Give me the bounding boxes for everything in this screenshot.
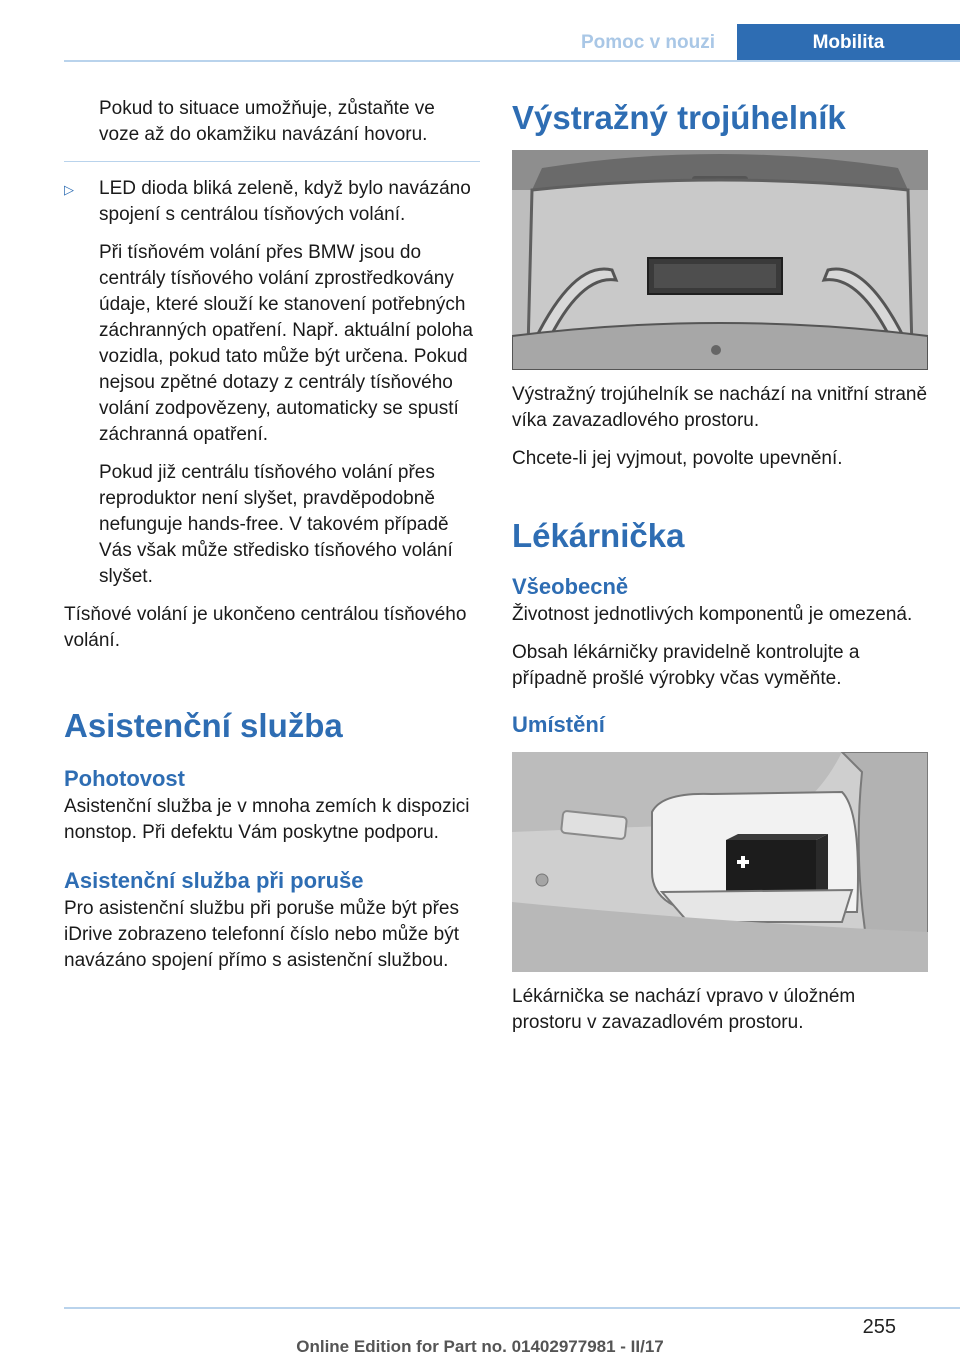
paragraph: Životnost jednotlivých komponentů je omezená. bbox=[512, 604, 913, 625]
subheading-general: Všeobecně bbox=[512, 574, 629, 599]
paragraph: Asistenční služba je v mnoha zemích k dispozici nonstop. Při defektu Vám poskytne podporu. bbox=[64, 796, 470, 843]
paragraph: Tísňové volání je ukončeno centrálou tísňového volání. bbox=[64, 604, 467, 651]
tab-mobilita[interactable]: Mobilita bbox=[737, 24, 960, 62]
paragraph: Lékárnička se nachází vpravo v úložném prostoru v zavazadlovém prostoru. bbox=[512, 986, 856, 1033]
trunk-lid-image bbox=[512, 150, 928, 370]
left-column bbox=[64, 96, 480, 974]
bullet-text: LED dioda bliká zeleně, když bylo navázáno spojení s centrálou tísňových volání. bbox=[99, 178, 471, 225]
header-rule bbox=[64, 60, 960, 62]
paragraph: Chcete-li jej vyjmout, povolte upevnění. bbox=[512, 448, 843, 469]
right-column bbox=[512, 98, 928, 1036]
paragraph: Pokud již centrálu tísňového volání přes reproduktor není slyšet, pravděpodobně nefunguje hands-free. V takovém případě Vás však může středisko tísňového volání slyšet. bbox=[99, 462, 453, 587]
paragraph: Pro asistenční službu při poruše může být přes iDrive zobrazeno telefonní číslo nebo může být navázáno spojení přímo s asistenční službou. bbox=[64, 898, 459, 971]
section-heading-warning-triangle: Výstražný trojúhelník bbox=[512, 99, 846, 136]
subheading-pohotovost: Pohotovost bbox=[64, 766, 185, 791]
page-number: 255 bbox=[862, 1316, 896, 1338]
edition-footer: Online Edition for Part no. 01402977981 - II/17 bbox=[296, 1337, 664, 1356]
paragraph: Obsah lékárničky pravidelně kontrolujte a případně prošlé výrobky včas vyměňte. bbox=[512, 642, 860, 689]
subheading-breakdown-service: Asistenční služba při poruše bbox=[64, 868, 364, 893]
bullet-item bbox=[64, 176, 480, 228]
section-heading-assistance: Asistenční služba bbox=[64, 707, 343, 744]
section-heading-first-aid: Lékárnička bbox=[512, 517, 685, 554]
triangle-bullet-icon: ▷ bbox=[64, 182, 74, 197]
divider bbox=[64, 161, 480, 162]
subheading-location: Umístění bbox=[512, 712, 605, 737]
tab-pomoc-v-nouzi[interactable]: Pomoc v nouzi bbox=[580, 32, 716, 53]
first-aid-kit-image bbox=[512, 752, 928, 972]
paragraph: Pokud to situace umožňuje, zůstaňte ve voze až do okamžiku navázání hovoru. bbox=[99, 98, 435, 145]
footer-rule bbox=[64, 1307, 960, 1309]
paragraph: Při tísňovém volání přes BMW jsou do centrály tísňového volání zprostředkovány údaje, které slouží ke stanovení potřebných záchranných opatření. Např. aktuální poloha vozidla, pokud tato může být určena. Pokud nejsou zpětné dotazy z centrály tísňového volání zodpovězeny, automaticky se spustí záchranná opatření. bbox=[99, 242, 473, 445]
paragraph: Výstražný trojúhelník se nachází na vnitřní straně víka zavazadlového prostoru. bbox=[512, 384, 928, 431]
